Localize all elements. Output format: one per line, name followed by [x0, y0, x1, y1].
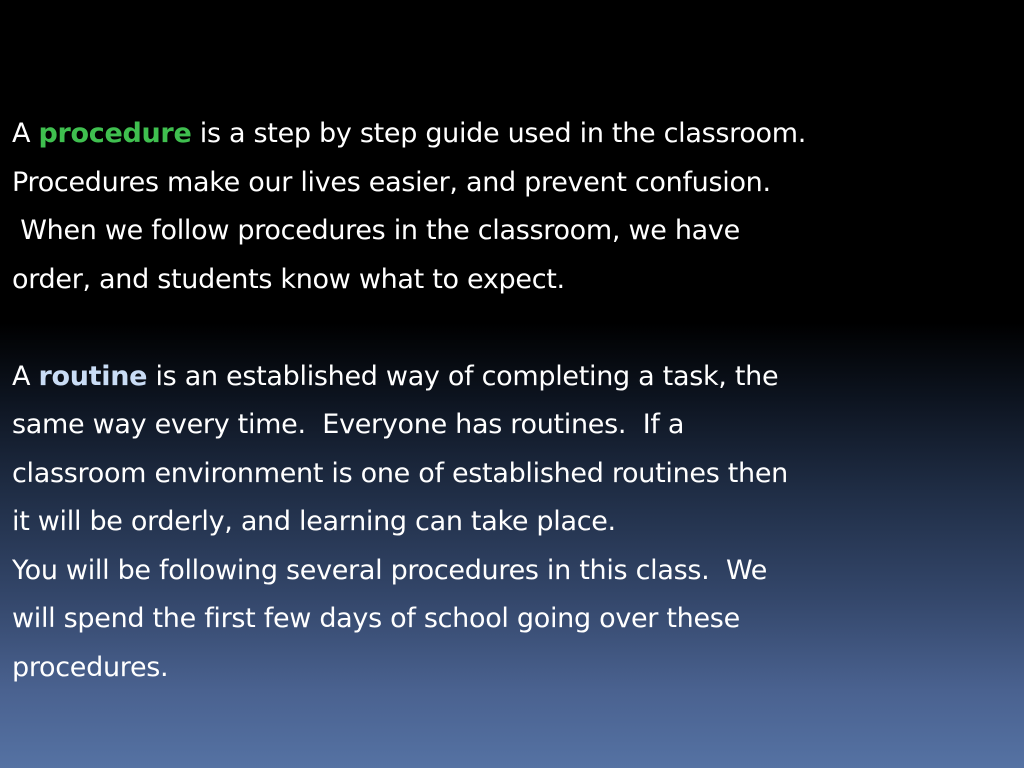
class-line-3: procedures.	[12, 651, 169, 683]
procedure-line-2: Procedures make our lives easier, and prevent confusion.	[12, 166, 771, 198]
procedure-line-4: order, and students know what to expect.	[12, 263, 565, 295]
procedure-paragraph	[12, 110, 1002, 304]
procedure-line-3: When we follow procedures in the classroom, we have	[12, 215, 740, 246]
procedure-line-1-rest: is a step by step guide used in the classroom.	[199, 118, 807, 149]
routine-line-4: it will be orderly, and learning can take place.	[12, 506, 616, 537]
procedure-term: procedure	[38, 118, 192, 149]
routine-line-2: same way every time. Everyone has routines. If a	[12, 409, 685, 440]
routine-paragraph	[12, 353, 1002, 547]
routine-line-1-rest: is an established way of completing a task, the	[155, 360, 779, 392]
procedure-line-1	[12, 110, 1002, 159]
routine-line-1	[12, 353, 1002, 402]
procedure-lead: A	[12, 118, 31, 149]
routine-line-3: classroom environment is one of established routines then	[12, 457, 788, 489]
routine-lead: A	[12, 360, 31, 392]
routine-term: routine	[38, 360, 148, 392]
class-line-2: will spend the first few days of school going over these	[12, 603, 740, 634]
paragraph-gap	[12, 304, 1002, 353]
class-line-1: You will be following several procedures in this class. We	[12, 554, 768, 586]
slide-body	[12, 110, 1002, 692]
class-procedures-paragraph	[12, 547, 1002, 693]
